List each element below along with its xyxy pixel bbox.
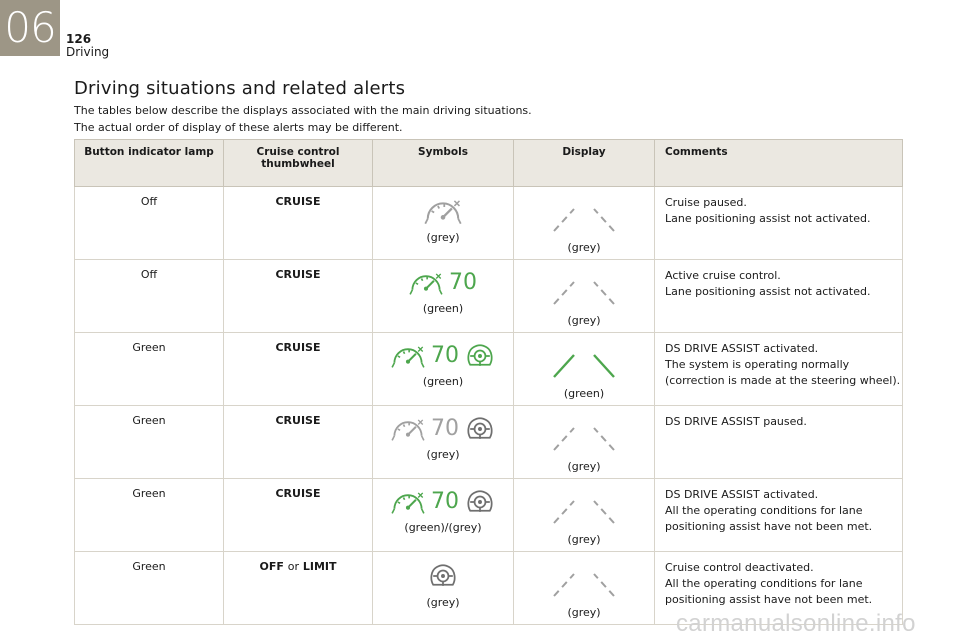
table-row bbox=[75, 187, 903, 260]
comment-line: Cruise control deactivated. bbox=[665, 561, 814, 574]
thumbwheel-cell: CRUISE bbox=[275, 487, 321, 500]
symbols-caption: (green) bbox=[422, 375, 464, 388]
speed-value: 70 bbox=[431, 489, 459, 514]
speed-value: 70 bbox=[431, 416, 459, 441]
lane-markings-icon bbox=[552, 495, 616, 525]
thumbwheel-cell: CRUISE bbox=[275, 341, 321, 354]
speedometer-icon bbox=[424, 197, 462, 225]
comments-cell bbox=[655, 187, 902, 227]
watermark: carmanualsonline.info bbox=[676, 610, 916, 637]
intro-line-2: The actual order of display of these alerts may be different. bbox=[74, 121, 403, 134]
lane-markings-icon bbox=[552, 349, 616, 379]
speed-value: 70 bbox=[431, 343, 459, 368]
symbols-cell bbox=[373, 406, 513, 461]
steering-wheel-icon bbox=[428, 564, 458, 588]
speed-value: 70 bbox=[449, 270, 477, 295]
lane-markings-icon bbox=[552, 276, 616, 306]
speedometer-icon bbox=[409, 270, 443, 296]
lamp-cell: Off bbox=[140, 195, 158, 208]
speedometer-icon bbox=[391, 489, 425, 515]
steering-wheel-icon bbox=[465, 417, 495, 441]
comment-line: All the operating conditions for lane bbox=[665, 504, 863, 517]
comments-cell bbox=[655, 552, 902, 608]
display-cell bbox=[514, 552, 654, 619]
page-number: 126 bbox=[66, 32, 92, 46]
symbols-cell bbox=[373, 552, 513, 609]
lane-markings-icon bbox=[552, 203, 616, 233]
display-caption: (grey) bbox=[567, 606, 601, 619]
comment-line: Lane positioning assist not activated. bbox=[665, 212, 871, 225]
alerts-table bbox=[74, 139, 903, 625]
comment-line: (correction is made at the steering wheel). bbox=[665, 374, 901, 387]
display-caption: (grey) bbox=[567, 460, 601, 473]
header-thumbwheel bbox=[224, 140, 373, 187]
table-header-row bbox=[75, 140, 903, 187]
page-title: Driving situations and related alerts bbox=[74, 78, 406, 99]
header-thumbwheel-line-2: thumbwheel bbox=[261, 158, 335, 170]
comment-line: The system is operating normally bbox=[665, 358, 850, 371]
intro-line-1: The tables below describe the displays associated with the main driving situations. bbox=[74, 104, 532, 117]
lamp-cell: Green bbox=[132, 487, 166, 500]
comment-line: DS DRIVE ASSIST activated. bbox=[665, 342, 819, 355]
comments-cell bbox=[655, 406, 902, 430]
comments-cell bbox=[655, 333, 902, 389]
lamp-cell: Off bbox=[140, 268, 158, 281]
thumbwheel-cell: CRUISE bbox=[275, 268, 321, 281]
comment-line: DS DRIVE ASSIST activated. bbox=[665, 488, 819, 501]
comment-line: Cruise paused. bbox=[665, 196, 747, 209]
thumbwheel-cell bbox=[224, 552, 372, 573]
thumbwheel-cell: CRUISE bbox=[275, 414, 321, 427]
display-caption: (grey) bbox=[567, 241, 601, 254]
chapter-number: 06 bbox=[4, 3, 56, 52]
thumbwheel-off: OFF bbox=[259, 560, 284, 573]
display-cell bbox=[514, 406, 654, 473]
lamp-cell: Green bbox=[132, 560, 166, 573]
symbols-caption: (green) bbox=[422, 302, 464, 315]
table-row bbox=[75, 479, 903, 552]
comment-line: DS DRIVE ASSIST paused. bbox=[665, 415, 807, 428]
speedometer-icon bbox=[391, 416, 425, 442]
header-symbols: Symbols bbox=[373, 140, 514, 187]
steering-wheel-icon bbox=[465, 344, 495, 368]
symbols-caption: (grey) bbox=[426, 596, 460, 609]
display-caption: (green) bbox=[563, 387, 605, 400]
display-cell bbox=[514, 333, 654, 400]
thumbwheel-cell: CRUISE bbox=[275, 195, 321, 208]
comment-line: positioning assist have not been met. bbox=[665, 593, 873, 606]
comment-line: All the operating conditions for lane bbox=[665, 577, 863, 590]
table-row bbox=[75, 406, 903, 479]
header-display: Display bbox=[514, 140, 655, 187]
thumbwheel-limit: LIMIT bbox=[302, 560, 337, 573]
comments-cell bbox=[655, 260, 902, 300]
lane-markings-icon bbox=[552, 568, 616, 598]
header-thumbwheel-line-1: Cruise control bbox=[256, 146, 340, 158]
thumbwheel-or: or bbox=[287, 560, 299, 573]
comment-line: Active cruise control. bbox=[665, 269, 781, 282]
symbols-caption: (green)/(grey) bbox=[404, 521, 482, 534]
steering-wheel-icon bbox=[465, 490, 495, 514]
comments-cell bbox=[655, 479, 902, 535]
symbols-caption: (grey) bbox=[426, 231, 460, 244]
table-row bbox=[75, 260, 903, 333]
table-row bbox=[75, 333, 903, 406]
symbols-cell bbox=[373, 187, 513, 244]
display-cell bbox=[514, 479, 654, 546]
header-lamp: Button indicator lamp bbox=[75, 140, 224, 187]
lamp-cell: Green bbox=[132, 341, 166, 354]
symbols-cell bbox=[373, 479, 513, 534]
chapter-tab bbox=[0, 0, 60, 56]
symbols-cell bbox=[373, 260, 513, 315]
symbols-cell bbox=[373, 333, 513, 388]
symbols-caption: (grey) bbox=[426, 448, 460, 461]
lamp-cell: Green bbox=[132, 414, 166, 427]
comment-line: Lane positioning assist not activated. bbox=[665, 285, 871, 298]
lane-markings-icon bbox=[552, 422, 616, 452]
header-comments: Comments bbox=[655, 140, 903, 187]
display-caption: (grey) bbox=[567, 533, 601, 546]
section-label: Driving bbox=[66, 45, 110, 59]
comment-line: positioning assist have not been met. bbox=[665, 520, 873, 533]
speedometer-icon bbox=[391, 343, 425, 369]
display-cell bbox=[514, 260, 654, 327]
display-caption: (grey) bbox=[567, 314, 601, 327]
display-cell bbox=[514, 187, 654, 254]
